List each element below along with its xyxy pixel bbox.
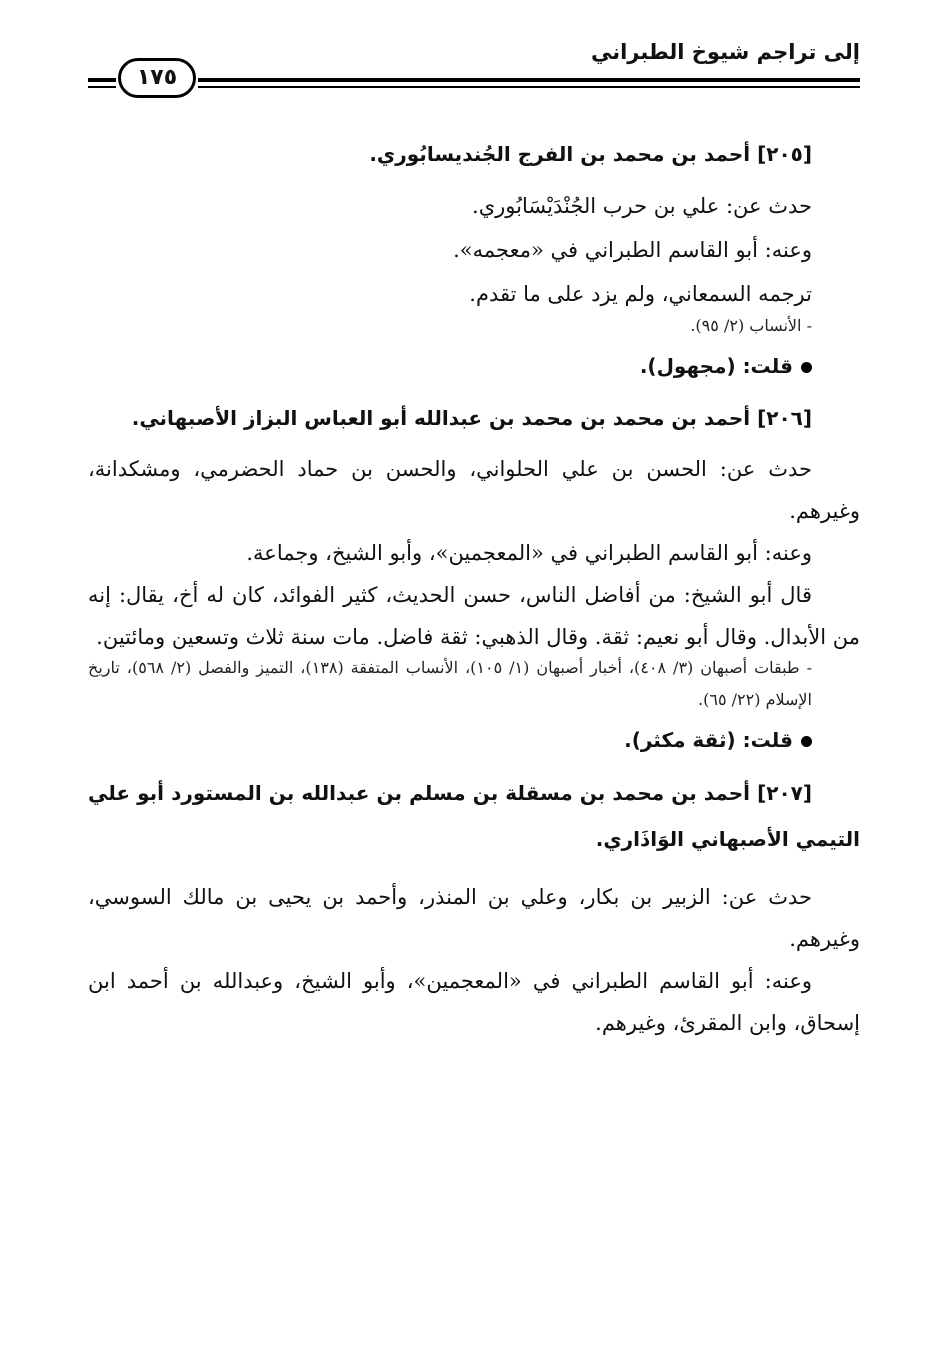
- running-title: إلى تراجم شيوخ الطبراني: [590, 40, 860, 64]
- page-number: ١٧٥: [118, 58, 196, 98]
- entry-paragraph: وعنه: أبو القاسم الطبراني في «المعجمين»، وأبو الشيخ، وجماعة.: [246, 541, 812, 565]
- reference-line: - طبقات أصبهان (٣/ ٤٠٨)، أخبار أصبهان (١/ ١٠٥)، الأنساب المتفقة (١٣٨)، التميز والفصل (٢/ ٥٦٨)، تاريخ الإسلام (٢٢/ ٦٥).: [88, 658, 813, 709]
- header-rule-stub-thick: [88, 78, 116, 82]
- page-body: [88, 132, 860, 1044]
- entry-paragraph: حدث عن: الزبير بن بكار، وعلي بن المنذر، وأحمد بن يحيى بن مالك السوسي، وغيرهم.: [88, 885, 860, 951]
- entry-line: وعنه: أبو القاسم الطبراني في «معجمه».: [453, 238, 812, 262]
- entry-line: حدث عن: علي بن حرب الجُنْدَيْسَابُوري.: [472, 194, 812, 218]
- entry-paragraph: قال أبو الشيخ: من أفاضل الناس، حسن الحديث، كثير الفوائد، كان له أخ، يقال: إنه من الأبدال. وقال أبو نعيم: ثقة. وقال الذهبي: ثقة فاضل. مات سنة ثلاث وتسعين ومائتين.: [88, 583, 860, 649]
- header-rule-stub-thin: [88, 86, 116, 88]
- verdict-note: [88, 342, 860, 390]
- page-header: [88, 22, 860, 100]
- entry-paragraph: وعنه: أبو القاسم الطبراني في «المعجمين»، وأبو الشيخ، وعبدالله بن أحمد ابن إسحاق، وابن المقرئ، وغيرهم.: [88, 969, 860, 1035]
- entry-line: ترجمه السمعاني، ولم يزد على ما تقدم.: [469, 282, 812, 306]
- entry-title: [٢٠٥] أحمد بن محمد بن الفرج الجُنديسابُوري.: [369, 142, 812, 166]
- header-rule-thin: [198, 86, 860, 88]
- bullet-icon: [801, 362, 812, 373]
- header-rule-thick: [198, 78, 860, 82]
- verdict-text: قلت: (ثقة مكثر).: [624, 728, 793, 752]
- entry-title: [٢٠٧] أحمد بن محمد بن مسقلة بن مسلم بن عبدالله بن المستورد أبو علي التيمي الأصبهاني الوَاذَاري.: [88, 781, 860, 851]
- entry-title: [٢٠٦] أحمد بن محمد بن محمد بن عبدالله أبو العباس البزاز الأصبهاني.: [131, 406, 812, 430]
- verdict-note: [88, 716, 860, 764]
- entry-paragraph: حدث عن: الحسن بن علي الحلواني، والحسن بن حماد الحضرمي، ومشكدانة، وغيرهم.: [88, 457, 860, 523]
- reference-line: - الأنساب (٢/ ٩٥).: [690, 316, 812, 335]
- verdict-text: قلت: (مجهول).: [639, 354, 793, 378]
- bullet-icon: [801, 736, 812, 747]
